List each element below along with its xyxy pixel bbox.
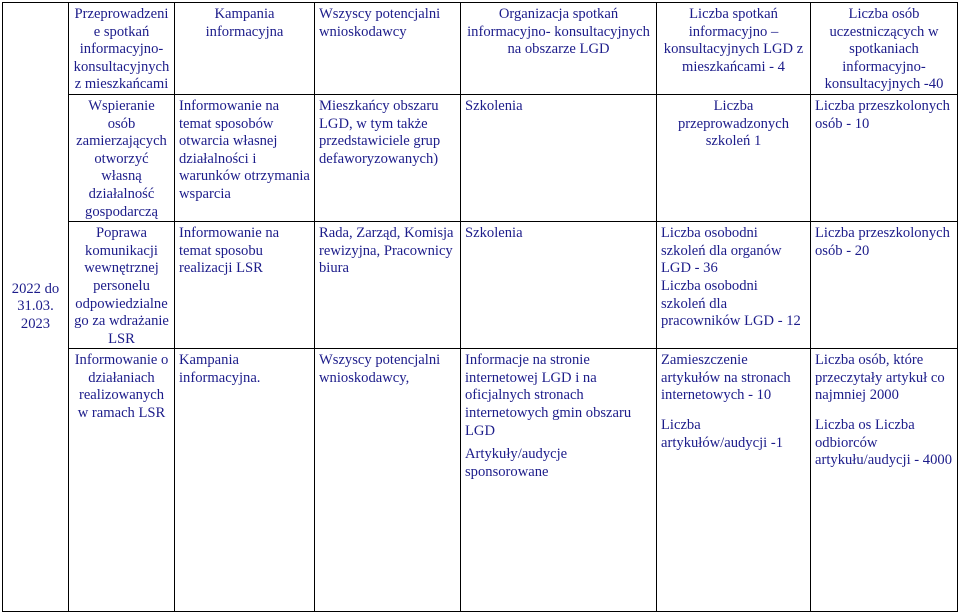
result-cell (811, 222, 958, 349)
table-row (3, 349, 958, 612)
result-text: Liczba osób uczestniczących w spotkaniach informacyjno- konsultacyjnych -40 (824, 6, 944, 93)
campaign-cell (175, 349, 315, 612)
method-text: Szkolenia (465, 225, 523, 242)
audience-cell (315, 349, 461, 612)
method-text: Szkolenia (465, 97, 523, 114)
method-cell (461, 3, 657, 95)
communication-plan-table (2, 2, 958, 612)
goal-text: Poprawa komunikacji wewnętrznej personelu odpowiedzialne go za wdrażanie LSR (74, 225, 169, 347)
result-text: Liczba przeszkolonych osób - 10 (815, 97, 950, 132)
goal-text: Wspieranie osób zamierzających otworzyć własną działalność gospodarczą (76, 97, 167, 220)
audience-text: Mieszkańcy obszaru LGD, w tym także przedstawiciele grup defaworyzowanych) (319, 97, 441, 167)
indicator-text: Liczba artykułów/audycji -1 (661, 417, 783, 451)
result-text: Liczba osób, które przeczytały artykuł co najmniej 2000 (815, 352, 945, 404)
campaign-cell (175, 222, 315, 349)
goal-text: Przeprowadzeni e spotkań informacyjno- konsultacyjnych z mieszkańcami (73, 6, 170, 93)
audience-cell (315, 222, 461, 349)
indicator-cell (657, 94, 811, 221)
goal-cell (69, 3, 175, 95)
audience-text: Wszyscy potencjalni wnioskodawcy (319, 6, 441, 40)
method-text: Informacje na stronie internetowej LGD i na oficjalnych stronach internetowych gmin obszaru LGD (465, 352, 632, 439)
method-cell (461, 349, 657, 612)
method-cell (461, 222, 657, 349)
campaign-text: Informowanie na temat sposobu realizacji LSR (179, 225, 280, 277)
indicator-text: Liczba spotkań informacyjno – konsultacyjnych LGD z mieszkańcami - 4 (663, 6, 804, 75)
indicator-cell (657, 349, 811, 612)
period-text: 2022 do 31.03. 2023 (11, 280, 60, 332)
indicator-cell (657, 3, 811, 95)
audience-text: Wszyscy potencjalni wnioskodawcy, (319, 352, 441, 386)
method-text: Artykuły/audycje sponsorowane (465, 446, 568, 480)
result-text: Liczba os Liczba odbiorców artykułu/audycji - 4000 (815, 417, 952, 469)
result-cell (811, 3, 958, 95)
indicator-cell (657, 222, 811, 349)
table-row (3, 94, 958, 221)
table-row (3, 222, 958, 349)
campaign-text: Kampania informacyjna. (179, 352, 261, 386)
table-row (3, 3, 958, 95)
audience-cell (315, 94, 461, 221)
indicator-text: Liczba osobodni szkoleń dla organów LGD - 36 (661, 225, 782, 277)
indicator-text: Liczba przeprowadzonych szkoleń 1 (677, 97, 790, 150)
result-text: Liczba przeszkolonych osób - 20 (815, 225, 950, 259)
period-cell (3, 3, 69, 612)
audience-text: Rada, Zarząd, Komisja rewizyjna, Pracownicy biura (319, 225, 454, 277)
goal-cell (69, 222, 175, 349)
method-cell (461, 94, 657, 221)
result-cell (811, 349, 958, 612)
indicator-text: Zamieszczenie artykułów na stronach internetowych - 10 (661, 352, 791, 404)
campaign-cell (175, 94, 315, 221)
method-text: Organizacja spotkań informacyjno- konsultacyjnych na obszarze LGD (467, 6, 650, 58)
result-cell (811, 94, 958, 221)
campaign-text: Informowanie na temat sposobów otwarcia własnej działalności i warunków otrzymania wsparcia (179, 97, 310, 202)
campaign-cell (175, 3, 315, 95)
audience-cell (315, 3, 461, 95)
campaign-text: Kampania informacyjna (205, 6, 284, 40)
goal-cell (69, 349, 175, 612)
goal-text: Informowanie o działaniach realizowanych w ramach LSR (74, 352, 169, 422)
goal-cell (69, 94, 175, 221)
indicator-text: Liczba osobodni szkoleń dla pracowników LGD - 12 (661, 277, 801, 330)
